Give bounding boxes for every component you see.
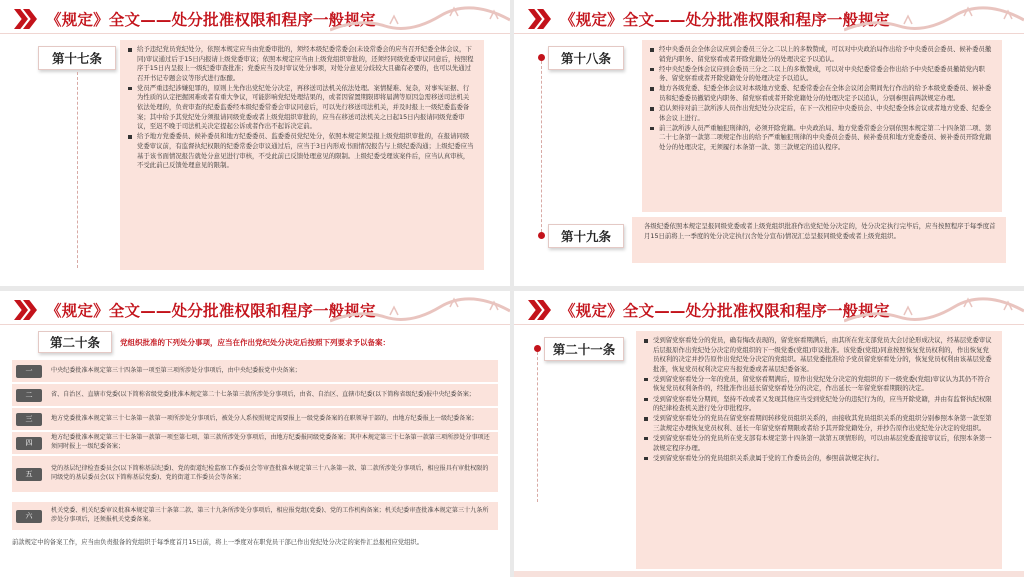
slide-article-20 [0, 291, 510, 577]
slide-header [514, 291, 1024, 325]
article-label: 第十七条 [38, 46, 116, 70]
item-text: 机关党委、机关纪委审议批准本规定第三十条第二款、第三十九条所涉处分事项后，相应报党组(党委)、党的工作机构备案；机关纪委审查批准本规定第三十九条所涉处分事项后，还须报机关党委备案。 [51, 507, 489, 523]
slide-article-17 [0, 0, 510, 286]
list-item [12, 432, 498, 454]
header-divider [514, 324, 1024, 325]
item-number: 六 [16, 510, 42, 523]
list-item [12, 408, 498, 430]
list-item: 受到留党察看处分期间，坚持不改或者又发现其他应当受到党纪处分的违纪行为的，应当开除党籍，并由有监督执纪权限的纪律检查机关进行处分审批程序。 [644, 395, 992, 414]
list-item: 受到留党察看处分的党员组织关系隶属于党的工作委员会的，参照前款规定执行。 [644, 454, 992, 464]
list-item: 给予违纪党员党纪处分，依照本规定应当由党委审批的，须经本级纪委常委会(未设常委会的应当召开纪委全体会议，下同)审议通过后于15日内报请上级党委审议；依照本规定应当由上级党组织审批的，还须经同级党委审议同意后，按照程序于15日内呈报上一级纪委审查批准；党委应当及时审议处分事项，对处分意见分歧较大且确有必要的，也可以先通过召开书记专题会议等形式进行酝酿。 [128, 45, 474, 83]
header-divider [514, 33, 1024, 34]
header-divider [0, 324, 510, 325]
double-chevron-icon [528, 300, 554, 320]
double-chevron-icon [14, 9, 40, 29]
list-item: 追认须待对前三款所涉人员作出党纪处分决定后，在下一次相应中央委员会、中央纪委全体会议或者地方党委、纪委全体会议上进行。 [650, 104, 992, 123]
item-text: 地方党委批准本规定第三十七条第一款第一项所涉处分事项后，被处分人系按照规定需要报上一级党委备案的在职领导干部的，由地方纪委报上一级纪委备案； [51, 414, 478, 422]
item-number: 四 [16, 437, 42, 450]
slide-article-18-19 [514, 0, 1024, 286]
list-item: 经中央纪委全体会议应到会委员三分之二以上的多数赞成，可以对中央纪委常委会作出给予中央纪委委员撤销党内职务、留党察看或者开除党籍处分的处理决定予以追认。 [650, 65, 992, 84]
timeline-dot [538, 54, 545, 61]
list-item: 受到留党察看处分的党员所在党支部有本规定第十四条第一款第五项情形的，可以由基层党委直接审议后，依照本条第一款规定程序办理。 [644, 434, 992, 453]
timeline-dot [534, 345, 541, 352]
list-item [12, 384, 498, 406]
list-item: 受到留党察看处分的党员，确有悔改表现的，留党察看期满后，由其所在党支部党员大会讨论形成决议，经基层党委审议后层报原作出党纪处分决定的党组织的下一级党委(党组)审议批准。该党委(党组)同意按照恢复党员权利的，作出恢复党员权利的决定并抄告原作出党纪处分决定的党组织。基层党委批准给予党员留党察看处分的，恢复党员权利由该基层党委批准，恢复党员权利决定应当报党委或者基层纪委备案。 [644, 336, 992, 374]
article-content-panel [120, 40, 484, 270]
article-intro: 党组织批准的下列处分事项，应当在作出党纪处分决定后按照下列要求予以备案： [120, 338, 390, 347]
great-wall-decoration-icon [844, 291, 1024, 331]
article-footer-text: 前款规定中的备案工作，应当由负责报备的党组织于每季度首月15日前，将上一季度对在职党员干部已作出党纪处分决定的案件汇总报相应党组织。 [12, 539, 424, 546]
connector-line [77, 72, 78, 268]
list-item: 受到留党察看处分一年的党员，留党察看期满后，原作出党纪处分决定的党组织的下一级党委(党组)审议认为其仍不符合恢复党员权利条件的，经批准作出延长留党察看处分的决定，作出延长一年留党察看期限的决定。 [644, 375, 992, 394]
item-text: 党的基层纪律检查委员会(以下简称基层纪委)、党的街道纪检监察工作委员会等审查批准本规定第三十八条第一款、第二款所涉处分事项后，相应报具有审批权限的同级党的基层委员会(以下简称基层党委)、党的街道工作委员会等备案； [51, 465, 489, 481]
slide-title: 《规定》全文——处分批准权限和程序一般规定 [46, 302, 376, 320]
article-content-panel [636, 331, 1002, 569]
great-wall-decoration-icon [844, 0, 1024, 40]
item-text: 地方纪委批准本规定第三十七条第一款第一项至第七项、第三款所涉处分事项后，由地方纪委报同级党委备案；其中本规定第三十七条第一款第三项所涉处分事项还须同时报上一级纪委备案； [51, 434, 490, 450]
bottom-decoration-band [514, 571, 1024, 577]
item-text: 省、自治区、直辖市党委(以下简称省级党委)批准本规定第二十七条第三款所涉处分事项后，由省、自治区、直辖市纪委(以下简称省级纪委)报中央纪委备案； [51, 390, 475, 398]
article-label: 第二十一条 [544, 337, 624, 361]
slide-header [0, 0, 510, 34]
connector-line [541, 61, 542, 237]
article-content-panel [632, 217, 1006, 263]
item-number: 三 [16, 413, 42, 426]
item-text: 中央纪委批准本规定第三十四条第一项至第三项所涉处分事项后，由中央纪委报党中央备案； [51, 366, 301, 374]
list-item: 受到留党察看处分的党员在留党察看期间转移党员组织关系的，由接收其党员组织关系的党组织分别参照本条第一款至第三款规定办理恢复党员权利、延长一年留党察看期限或者给予其开除党籍处分，并抄告原作出党纪处分决定的党组织。 [644, 414, 992, 433]
article-label: 第十九条 [548, 224, 624, 248]
article-label: 第二十条 [38, 331, 112, 353]
list-item: 经中央委员会全体会议应到会委员三分之二以上的多数赞成，可以对中央政治局作出给予中央委员会委员、候补委员撤销党内职务、留党察看或者开除党籍处分的处理决定予以追认。 [650, 45, 992, 64]
header-divider [0, 33, 510, 34]
article-label: 第十八条 [548, 46, 624, 70]
list-item [12, 360, 498, 382]
list-item: 地方各级党委、纪委全体会议对本级地方党委、纪委常委会在全体会议闭会期间先行作出的给予本级党委委员、候补委员和纪委委员撤销党内职务、留党察看或者开除党籍处分的处理决定予以追认，分别参照前两款规定办理。 [650, 84, 992, 103]
slide-title: 《规定》全文——处分批准权限和程序一般规定 [560, 302, 890, 320]
list-item [12, 502, 498, 530]
item-number: 五 [16, 468, 42, 481]
slide-header [514, 0, 1024, 34]
double-chevron-icon [528, 9, 554, 29]
slide-title: 《规定》全文——处分批准权限和程序一般规定 [560, 11, 890, 29]
slide-header [0, 291, 510, 325]
list-item: 给予地方党委委员、候补委员和地方纪委委员、监委委员党纪处分，依照本规定须呈报上级党组织审批的，在报请同级党委审议前，有监督执纪权限的纪委常委会审议通过后，应当于3日内形成书面情况报告与上级纪委沟通；上级纪委应当基于该书面情况报告就处分意见进行审核，不受此前已反馈处理意见的限制。上级纪委受理该案件后，应当认真审核，不受此前已反馈处理意见的限制。 [128, 132, 474, 170]
slide-title: 《规定》全文——处分批准权限和程序一般规定 [46, 11, 376, 29]
article-content-panel [642, 40, 1002, 212]
list-item: 前三款所涉人员严重触犯刑律的，必须开除党籍。中央政治局、地方党委常委会分别依照本规定第二十四条第二项、第二十七条第一款第二项规定作出的给予严重触犯刑律的中央委员会委员、候补委员和地方党委委员、候补委员开除党籍处分的处理决定，无须履行本条第一款、第三款规定的追认程序。 [650, 124, 992, 153]
article-text: 各级纪委依照本规定呈报同级党委或者上级党组织批准作出党纪处分决定的，处分决定执行完毕后，应当按照程序于每季度首月15日前将上一季度的处分决定执行(含处分宣布)情况汇总呈报同级党委或者上级党组织。 [644, 222, 996, 240]
connector-line [537, 352, 538, 502]
great-wall-decoration-icon [330, 0, 510, 40]
slide-article-21 [514, 291, 1024, 577]
item-number: 一 [16, 365, 42, 378]
list-item: 党员严重违纪涉嫌犯罪的，原则上先作出党纪处分决定，再移送司法机关依法处理。案情疑难、复杂，对事实证据、行为性质的认定把握困难或者有重大争议，可能影响党纪处理结果的，或者因留置期限即将届满等原因急需移送司法机关依法处理的，负责审查的纪委监委经本级纪委常委会审议同意后，可以先行移送司法机关，并及时报上一级纪委监委备案；其中给予其党纪处分须报请同级党委或者上级党组织审批的，应当在移送司法机关之日起15日内报请同级党委审议，至迟不晚于司法机关决定提起公诉或者作出不起诉决定前。 [128, 84, 474, 132]
timeline-dot [538, 232, 545, 239]
double-chevron-icon [14, 300, 40, 320]
item-number: 二 [16, 389, 42, 402]
list-item [12, 456, 498, 492]
great-wall-decoration-icon [330, 291, 510, 331]
